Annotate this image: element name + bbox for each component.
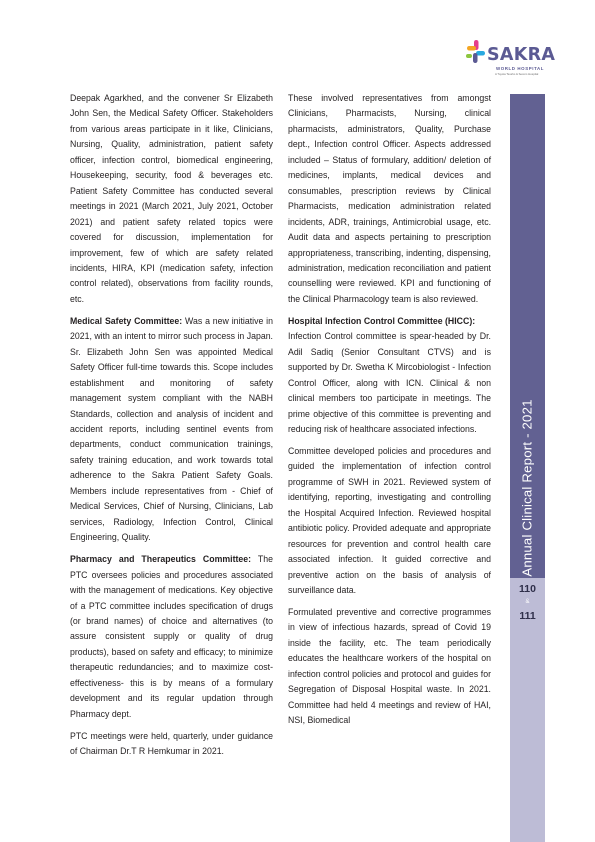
- logo-tagline: A Toyota Tsusho & Secom Hospital: [495, 72, 539, 76]
- paragraph-body: The PTC oversees policies and procedures associated with the management of medications. Key objective of a PTC committee includes specification of drugs (or brand names) of choice and alternatives (to assure consistent supply or quality of drug products), based on safety and efficacy; to minimize therapeutic redundancies; and to maximize cost-effectiveness- this is by means of a formulary development and its regular updation through Pharmacy dept.: [70, 554, 273, 719]
- paragraph: PTC meetings were held, quarterly, under guidance of Chairman Dr.T R Hemkumar in 2021.: [70, 730, 273, 757]
- left-column: [70, 91, 273, 766]
- sakra-cross-icon: [466, 40, 488, 66]
- page-number-separator: &: [525, 599, 530, 605]
- report-title: Annual Clinical Report - 2021: [519, 399, 535, 577]
- right-column: [288, 91, 491, 735]
- paragraph-body: Infection Control committee is spear-headed by Dr. Adil Sadiq (Senior Consultant CTVS) and is supported by Dr. Swetha K Mircobiologist - Infection Control Officer, along with ICN. Clinical & non clinical members too participate in meetings. The prime objective of this committee is preventing and reducing risk of healthcare associated infections.: [288, 331, 491, 435]
- paragraph: Committee developed policies and procedures and guided the implementation of infection control programme of SWH in 2021. Reviewed system of identifying, reporting, investigating and controlling the Hospital Acquired Infection. Reviewed hospital antibiotic policy. Provided adequate and appropriate resources for prevention and control health care associated infection. It guided corrective and preventive action on the basis of analysis of surveillance data.: [288, 445, 491, 596]
- paragraph: [288, 314, 491, 438]
- paragraph: [70, 552, 273, 722]
- section-heading: Pharmacy and Therapeutics Committee:: [70, 554, 252, 565]
- page-number-left: 110: [519, 583, 536, 595]
- section-heading: Medical Safety Committee:: [70, 315, 183, 326]
- sakra-logo: [466, 38, 576, 88]
- paragraph: [70, 314, 273, 546]
- logo-subtitle: WORLD HOSPITAL: [496, 66, 545, 71]
- paragraph: Deepak Agarkhed, and the convener Sr Elizabeth John Sen, the Medical Safety Officer. Stakeholders from various areas participate in it like, Clinicians, Nursing, Quality, administration, patient safety officer, infection control, biomedical engineering, Housekeeping, security, food & beverages etc. Patient Safety Committee has conducted several meetings in 2021 (March 2021, July 2021, October 2021) and patient safety related topics were covered for discussion, implementation for improvement, few of which are safety related incidents, HIRA, KPI (medication safety, infection control related), observations from facility rounds, etc.: [70, 93, 273, 304]
- logo-name: SAKRA: [487, 45, 556, 65]
- section-heading: Hospital Infection Control Committee (HICC):: [288, 315, 476, 326]
- paragraph-body: Was a new initiative in 2021, with an intent to mirror such process in Japan. Sr. Elizabeth John Sen was appointed Medical Safety Officer full-time towards this. Scope includes establishment and monitoring of safety management system compliant with the NABH Standards, collection and analysis of incident and accident reports, including sentinel events from departments, conduct communication trainings, safety training education, and work towards total adherence to the Sakra Patient Safety Goals. Members include representatives from - Chief of Medical Services, Chief of Nursing, Clinicians, Lab services, Radiology, Infection Control, Clinical Engineering, Quality.: [70, 315, 273, 543]
- page-number-right: 111: [519, 610, 536, 622]
- paragraph: Formulated preventive and corrective programmes in view of infectious hazards, spread of Covid 19 inside the facility, etc. The team periodically educates the healthcare workers of the hospital on infection control policies and protocol and guides for Segregation of Disposal Hospital waste. In 2021. Committee had held 4 meetings and review of HAI, NSI, Biomedical: [288, 607, 491, 726]
- paragraph: These involved representatives from amongst Clinicians, Pharmacists, Nursing, clinical pharmacists, administrators, Quality, Purchase dept., Infection control Officer. Aspects addressed included – Status of formulary, addition/ deletion of medicines, implants, medical devices and consumables, prescription reviews by Clinical Pharmacists, medication administration related incidents, ADR, trainings, Antimicrobial usage, etc. Audit data and aspects pertaining to prescription appropriateness, transcribing, indenting, dispensing, administration, medication reconciliation and patient counselling were reviewed. KPI and functioning of the Clinical Pharmacology team is also reviewed.: [288, 93, 491, 304]
